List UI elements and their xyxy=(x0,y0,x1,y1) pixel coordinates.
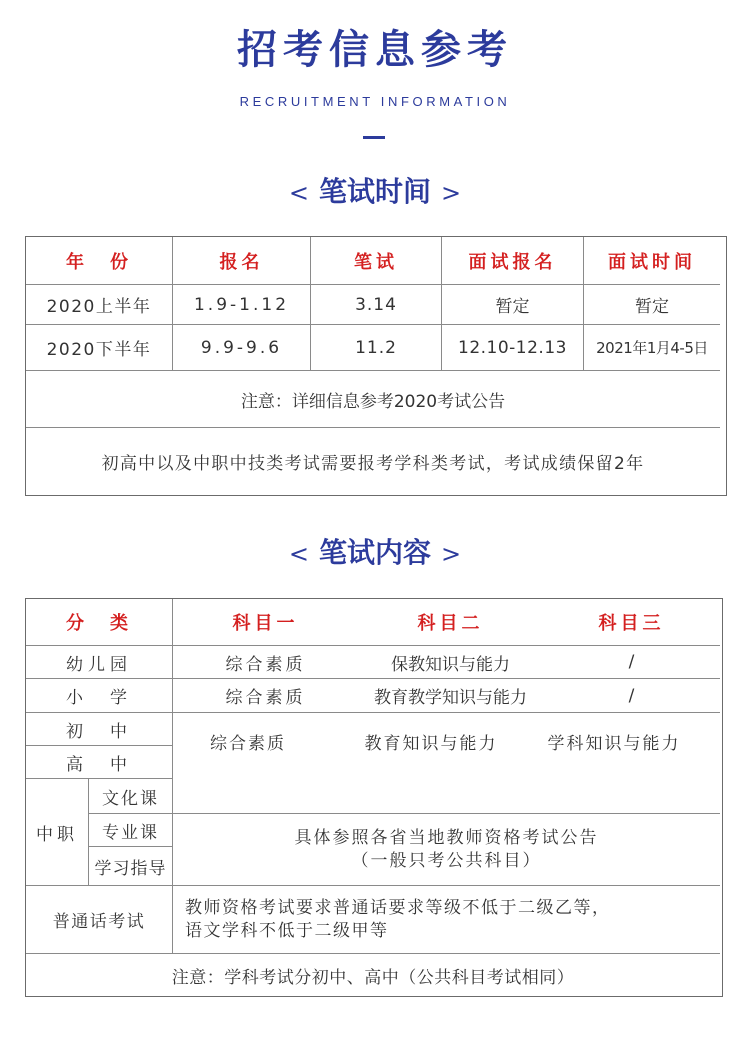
right-bracket: > xyxy=(441,179,462,207)
header-written-exam: 笔试 xyxy=(354,251,398,273)
section-title-exam-time xyxy=(0,174,750,211)
category-mandarin: 普通话考试 xyxy=(52,912,146,932)
mandarin-requirement xyxy=(173,886,720,953)
category-kindergarten: 幼儿园 xyxy=(66,654,132,675)
table-cell: 暂定 xyxy=(495,297,530,317)
table-cell: 1.9-1.12 xyxy=(193,294,290,315)
header-subject-2: 科目二 xyxy=(417,613,484,634)
title-divider xyxy=(363,136,385,139)
vocational-note xyxy=(173,814,720,885)
page-subtitle: RECRUITMENT INFORMATION xyxy=(239,94,511,109)
table-cell: / xyxy=(628,685,635,706)
table-cell: 9.9-9.6 xyxy=(200,337,283,358)
table-cell: 3.14 xyxy=(355,294,397,315)
category-junior: 初 中 xyxy=(66,721,132,742)
header-subject-1: 科目一 xyxy=(232,613,299,634)
section-title-text: 笔试内容 xyxy=(318,536,431,569)
header-subject-3: 科目三 xyxy=(598,613,665,634)
vocational-professional: 专业课 xyxy=(102,822,159,843)
table-cell: 学科知识与能力 xyxy=(547,733,681,754)
table-cell: 2021年1月4-5日 xyxy=(596,339,708,357)
left-bracket: < xyxy=(288,540,309,568)
table-cell: 暂定 xyxy=(635,297,669,317)
table-cell: 教育教学知识与能力 xyxy=(374,688,527,708)
header-category: 分 类 xyxy=(66,613,132,634)
header-registration: 报名 xyxy=(219,251,264,273)
right-bracket: > xyxy=(441,540,462,568)
table-cell: 2020下半年 xyxy=(46,340,152,360)
page-title: 招考信息参考 xyxy=(237,26,513,73)
header-year: 年 份 xyxy=(66,251,132,273)
vocational-note-line1: 具体参照各省当地教师资格考试公告 xyxy=(294,827,599,848)
table-cell: 2020上半年 xyxy=(46,297,152,317)
exam-time-note: 注意：详细信息参考2020考试公告 xyxy=(240,391,506,412)
exam-time-table xyxy=(25,236,727,496)
section-title-exam-content xyxy=(0,535,750,572)
vocational-culture: 文化课 xyxy=(102,788,159,809)
category-senior: 高 中 xyxy=(66,754,132,775)
section-title-text: 笔试时间 xyxy=(318,175,431,208)
exam-content-note: 注意：学科考试分初中、高中（公共科目考试相同） xyxy=(171,967,575,988)
table-cell: 12.10-12.13 xyxy=(458,337,567,358)
table-cell: 11.2 xyxy=(355,337,397,358)
mandarin-line1: 教师资格考试要求普通话要求等级不低于二级乙等， xyxy=(185,897,611,918)
category-vocational: 中职 xyxy=(36,824,78,845)
left-bracket: < xyxy=(288,179,309,207)
exam-content-table xyxy=(25,598,723,997)
exam-time-footer: 初高中以及中职中技类考试需要报考学科类考试，考试成绩保留2年 xyxy=(101,453,645,474)
table-cell: 保教知识与能力 xyxy=(391,654,510,675)
table-cell: 综合素质 xyxy=(225,654,306,675)
category-primary: 小 学 xyxy=(66,688,132,708)
table-cell: 综合素质 xyxy=(225,688,306,708)
table-cell: / xyxy=(628,652,635,672)
table-cell: 教育知识与能力 xyxy=(364,733,498,754)
header-interview-registration: 面试报名 xyxy=(468,251,557,273)
header-interview-time: 面试时间 xyxy=(608,251,696,273)
table-cell: 综合素质 xyxy=(210,733,286,754)
vocational-note-line2: （一般只考公共科目） xyxy=(351,850,542,871)
mandarin-line2: 语文学科不低于二级甲等 xyxy=(185,920,389,941)
vocational-guidance: 学习指导 xyxy=(94,858,167,879)
